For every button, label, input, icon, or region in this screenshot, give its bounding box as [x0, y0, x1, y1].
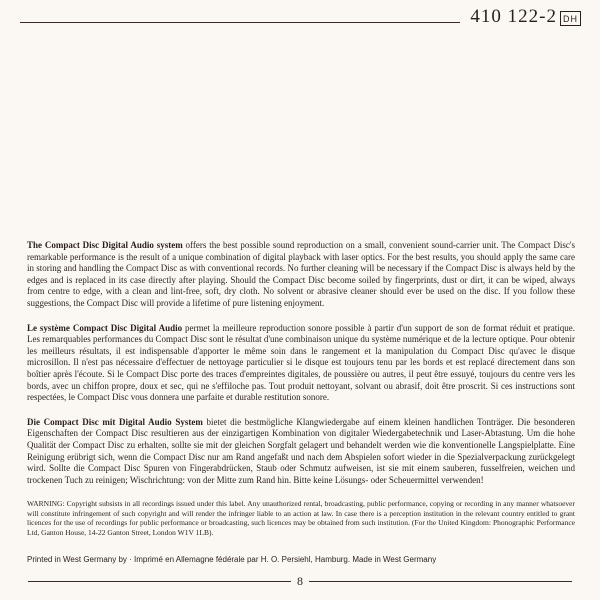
page-footer — [28, 575, 572, 587]
page-number: 8 — [297, 574, 303, 588]
paragraph-body: offers the best possible sound reproduction on a small, convenient sound-carrier unit. The Compact Disc's remarkable performance is the result of a unique combination of digital playback with laser optics. For the best results, you should apply the same care in storing and handling the Compact Disc as with conventional records. No further cleaning will be necessary if the Compact Disc is always held by the edges and is replaced in its case directly after playing. Should the Compact Disc become soiled by fingerprints, dust or dirt, it can be wiped, always from centre to edge, with a clean and lint-free, soft, dry cloth. No solvent or abrasive cleaner should ever be used on the disc. If you follow these suggestions, the Compact Disc will provide a lifetime of pure listening enjoyment. — [27, 240, 575, 308]
paragraph-body: permet la meilleure reproduction sonore possible à partir d'un support de son de format réduit et pratique. Les remarquables performances du Compact Disc sont le résultat d'une combinaison unique du système numérique et de la lecture optique. Pour obtenir les meilleurs résultats, il est indispensable d'apporter le même soin dans le rangement et la manipulation du Compact Disc qu'avec le disque microsillon. Il n'est pas nécessaire d'effectuer de nettoyage particulier si le disque est toujours tenu par les bords et est replacé directement dans son boîtier après l'écoute. Si le Compact Disc porte des traces d'empreintes digitales, de poussière ou autres, il peut être essuyé, toujours du centre vers les bords, avec un chiffon propre, doux et sec, qui ne s'effiloche pas. Tout produit nettoyant, solvant ou abrasif, doit être proscrit. Si ces instructions sont respectées, le Compact Disc vous donnera une parfaite et durable restitution sonore. — [27, 322, 575, 403]
header-rule — [20, 22, 460, 23]
catalog-code-box: DH — [560, 11, 581, 26]
liner-notes — [27, 240, 575, 551]
catalog-number-block — [470, 6, 581, 28]
footer-rule-right — [309, 581, 572, 582]
copyright-warning: WARNING: Copyright subsists in all recordings issued under this label. Any unauthorized rental, broadcasting, public performance, copying or recording in any manner whatsoever will constitute infringement of such copyright and will render the infringer liable to an action at law. In case there is a perception institution in the relevant country entitled to grant licences for the use of recordings for public performance or broadcasting, such licences may be obtained from such institution. (For the United Kingdom: Phonographic Performance Ltd, Ganton House, 14-22 Ganton Street, London W1V 1LB). — [27, 499, 575, 538]
paragraph-lead: Die Compact Disc mit Digital Audio System — [27, 416, 203, 427]
paragraph-english — [27, 240, 575, 310]
paragraph-french — [27, 323, 575, 404]
printer-credit: Printed in West Germany by · Imprimé en Allemagne fédérale par H. O. Persiehl, Hamburg. Made in West Germany — [27, 555, 437, 564]
paragraph-lead: Le système Compact Disc Digital Audio — [27, 322, 183, 333]
paragraph-german — [27, 417, 575, 487]
paragraph-body: bietet die bestmögliche Klangwiedergabe auf einem kleinen handlichen Tonträger. Die besonderen Eigenschaften der Compact Disc resultieren aus der einzigartigen Kombination von digitaler Wiedergabetechnik und Laser-Abtastung. Um die hohe Qualität der Compact Disc zu erhalten, sollte sie mit der gleichen Sorgfalt gelagert und behandelt werden wie die konventionelle Langspielplatte. Eine Reinigung erübrigt sich, wenn die Compact Disc nur am Rand angefaßt und nach dem Abspielen sofort wieder in die Spezialverpackung zurückgelegt wird. Sollte die Compact Disc Spuren von Fingerabdrücken, Staub oder Schmutz aufweisen, ist sie mit einem sauberen, fusselfreien, weichen und trockenen Tuch zu reinigen; Wischrichtung: von der Mitte zum Rand hin. Bitte keine Lösungs- oder Scheuermittel verwenden! — [27, 416, 575, 485]
paragraph-lead: The Compact Disc Digital Audio system — [27, 240, 183, 250]
catalog-number: 410 122-2 — [470, 6, 557, 27]
footer-rule-left — [28, 581, 291, 582]
